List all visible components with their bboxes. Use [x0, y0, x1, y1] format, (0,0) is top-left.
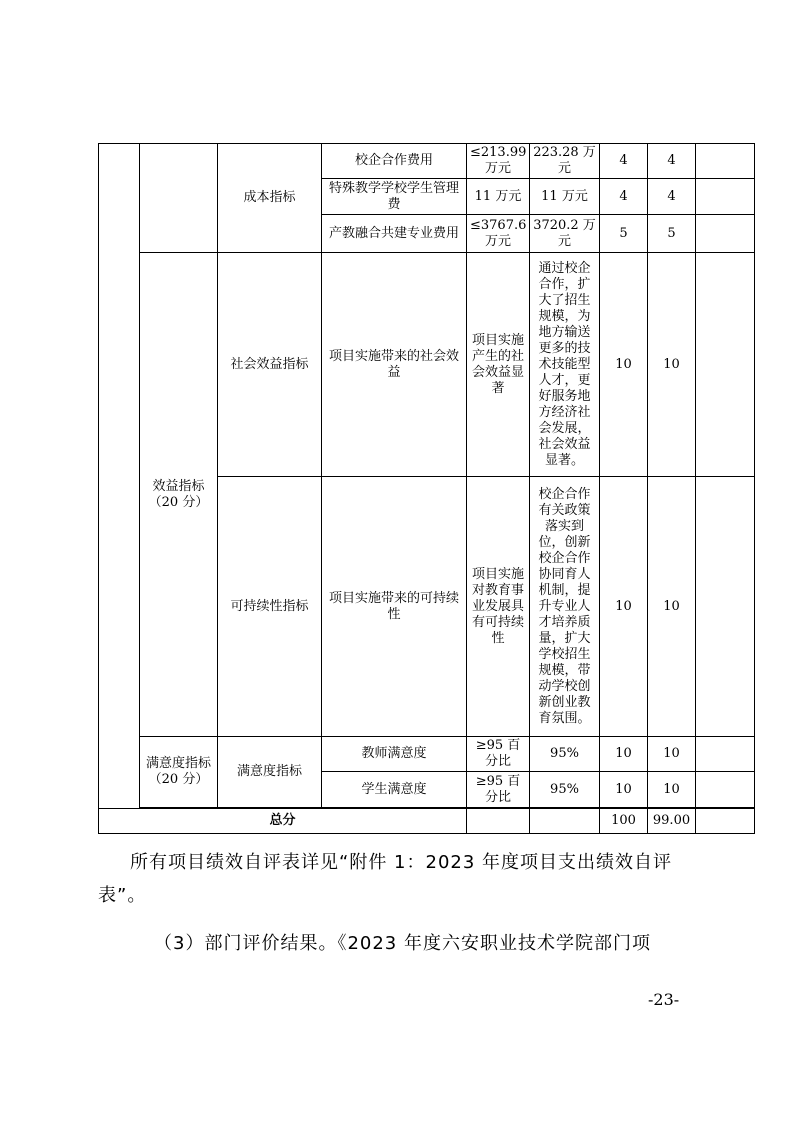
total-score: 99.00	[648, 809, 696, 834]
page-number: -23-	[648, 990, 680, 1009]
satisfaction-category-score: （20 分）	[148, 772, 209, 787]
weight-cell: 10	[600, 772, 648, 808]
total-weight: 100	[600, 809, 648, 834]
level2-indicator-cell	[140, 144, 218, 253]
score-cell: 10	[648, 477, 696, 737]
item-cell: 项目实施带来的社会效益	[322, 253, 467, 477]
target-cell: ≤213.99 万元	[467, 144, 530, 179]
paragraph-dept-evaluation: （3）部门评价结果。《2023 年度六安职业技术学院部门项	[154, 933, 651, 954]
level1-indicator-cell	[99, 144, 140, 809]
weight-cell: 4	[600, 144, 648, 179]
note-cell	[696, 253, 755, 477]
weight-cell: 10	[600, 253, 648, 477]
target-cell: ≥95 百分比	[467, 772, 530, 808]
actual-cell: 校企合作有关政策落实到位，创新校企合作协同育人机制，提升专业人才培养质量，扩大学校招生规模，带动学校创新创业教育氛围。	[530, 477, 600, 737]
target-cell: 11 万元	[467, 179, 530, 215]
paragraph-attachment-note: 所有项目绩效自评表详见“附件 1：2023 年度项目支出绩效自评表”。	[98, 852, 673, 906]
target-cell: ≥95 百分比	[467, 737, 530, 772]
satisfaction-category: 满意度指标	[145, 756, 211, 771]
score-cell: 4	[648, 179, 696, 215]
actual-cell: 95%	[530, 772, 600, 808]
actual-cell: 通过校企合作，扩大了招生规模，为地方输送更多的技术技能型人才，更好服务地方经济社会发展，社会效益显著。	[530, 253, 600, 477]
note-cell	[696, 144, 755, 179]
total-row	[99, 809, 755, 834]
item-cell: 项目实施带来的可持续性	[322, 477, 467, 737]
note-cell	[696, 809, 755, 834]
score-cell: 10	[648, 253, 696, 477]
benefit-category-score: （20 分）	[148, 494, 209, 510]
note-cell	[696, 215, 755, 253]
total-label: 总分	[99, 809, 467, 834]
actual-cell: 223.28 万元	[530, 144, 600, 179]
satisfaction-indicator-cell: 满意度指标	[218, 737, 322, 808]
social-indicator-cell: 社会效益指标	[218, 253, 322, 477]
item-cell: 学生满意度	[322, 772, 467, 808]
score-cell: 5	[648, 215, 696, 253]
sustain-indicator-cell: 可持续性指标	[218, 477, 322, 737]
target-cell	[467, 809, 530, 834]
item-cell: 校企合作费用	[322, 144, 467, 179]
weight-cell: 5	[600, 215, 648, 253]
note-cell	[696, 772, 755, 808]
table-row	[99, 737, 755, 772]
score-cell: 10	[648, 772, 696, 808]
table-row	[99, 253, 755, 477]
item-cell: 教师满意度	[322, 737, 467, 772]
target-cell: 项目实施产生的社会效益显著	[467, 253, 530, 477]
cost-indicator-cell: 成本指标	[218, 144, 322, 253]
score-cell: 10	[648, 737, 696, 772]
performance-table	[98, 143, 755, 834]
item-cell: 产教融合共建专业费用	[322, 215, 467, 253]
weight-cell: 10	[600, 477, 648, 737]
note-cell	[696, 737, 755, 772]
actual-cell: 3720.2 万元	[530, 215, 600, 253]
actual-cell: 11 万元	[530, 179, 600, 215]
benefit-category: 效益指标	[152, 478, 205, 494]
actual-cell: 95%	[530, 737, 600, 772]
table-row	[99, 144, 755, 179]
item-cell: 特殊教学学校学生管理费	[322, 179, 467, 215]
score-cell: 4	[648, 144, 696, 179]
target-cell: 项目实施对教育事业发展具有可持续性	[467, 477, 530, 737]
note-cell	[696, 477, 755, 737]
weight-cell: 10	[600, 737, 648, 772]
actual-cell	[530, 809, 600, 834]
benefit-category-cell	[140, 253, 218, 737]
weight-cell: 4	[600, 179, 648, 215]
satisfaction-category-cell	[140, 737, 218, 808]
note-cell	[696, 179, 755, 215]
target-cell: ≤3767.6 万元	[467, 215, 530, 253]
